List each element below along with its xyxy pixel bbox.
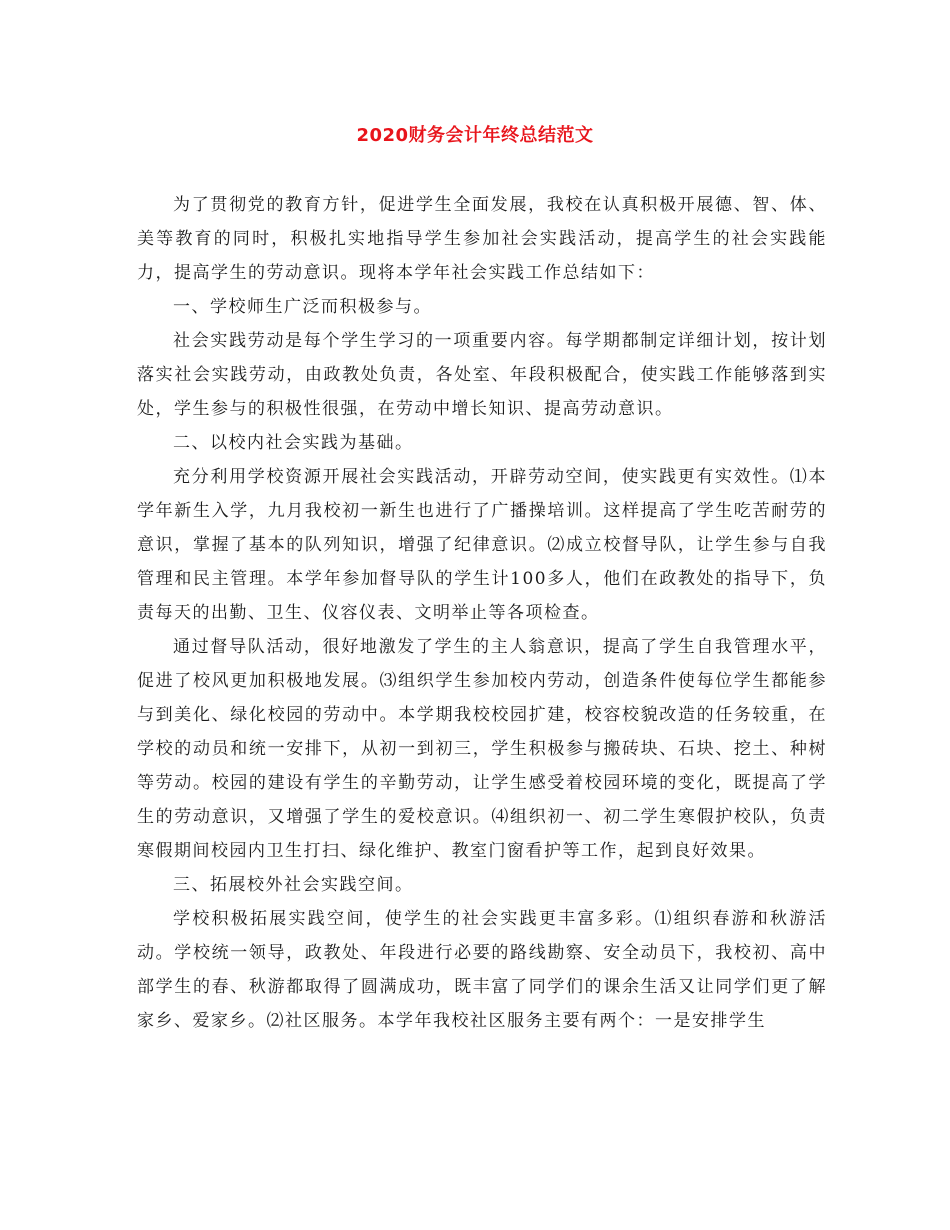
intro-paragraph: 为了贯彻党的教育方针，促进学生全面发展，我校在认真积极开展德、智、体、美等教育的同时，积极扎实地指导学生参加社会实践活动，提高学生的社会实践能力，提高学生的劳动意识。现将本学年社会实践工作总结如下： <box>137 195 827 283</box>
document-body <box>137 188 827 1038</box>
section-heading-2: 二、以校内社会实践为基础。 <box>173 433 414 453</box>
paragraph-2: 充分利用学校资源开展社会实践活动，开辟劳动空间，使实践更有实效性。⑴本学年新生入学，九月我校初一新生也进行了广播操培训。这样提高了学生吃苦耐劳的意识，掌握了基本的队列知识，增强了纪律意识。⑵成立校督导队，让学生参与自我管理和民主管理。本学年参加督导队的学生计100多人，他们在政教处的指导下，负责每天的出勤、卫生、仪容仪表、文明举止等各项检查。 <box>137 467 827 623</box>
paragraph-4: 学校积极拓展实践空间，使学生的社会实践更丰富多彩。⑴组织春游和秋游活动。学校统一领导，政教处、年段进行必要的路线勘察、安全动员下，我校初、高中部学生的春、秋游都取得了圆满成功，既丰富了同学们的课余生活又让同学们更了解家乡、爱家乡。⑵社区服务。本学年我校社区服务主要有两个：一是安排学生 <box>137 909 827 1031</box>
paragraph-1: 社会实践劳动是每个学生学习的一项重要内容。每学期都制定详细计划，按计划落实社会实践劳动，由政教处负责，各处室、年段积极配合，使实践工作能够落到实处，学生参与的积极性很强，在劳动中增长知识、提高劳动意识。 <box>137 331 827 419</box>
document-title: 2020财务会计年终总结范文 <box>356 125 594 146</box>
paragraph-3: 通过督导队活动，很好地激发了学生的主人翁意识，提高了学生自我管理水平，促进了校风更加积极地发展。⑶组织学生参加校内劳动，创造条件使每位学生都能参与到美化、绿化校园的劳动中。本学期我校校园扩建，校容校貌改造的任务较重，在学校的动员和统一安排下，从初一到初三，学生积极参与搬砖块、石块、挖土、种树等劳动。校园的建设有学生的辛勤劳动，让学生感受着校园环境的变化，既提高了学生的劳动意识，又增强了学生的爱校意识。⑷组织初一、初二学生寒假护校队，负责寒假期间校园内卫生打扫、绿化维护、教室门窗看护等工作，起到良好效果。 <box>137 637 827 861</box>
section-heading-3: 三、拓展校外社会实践空间。 <box>173 875 414 895</box>
section-heading-1: 一、学校师生广泛而积极参与。 <box>173 297 432 317</box>
